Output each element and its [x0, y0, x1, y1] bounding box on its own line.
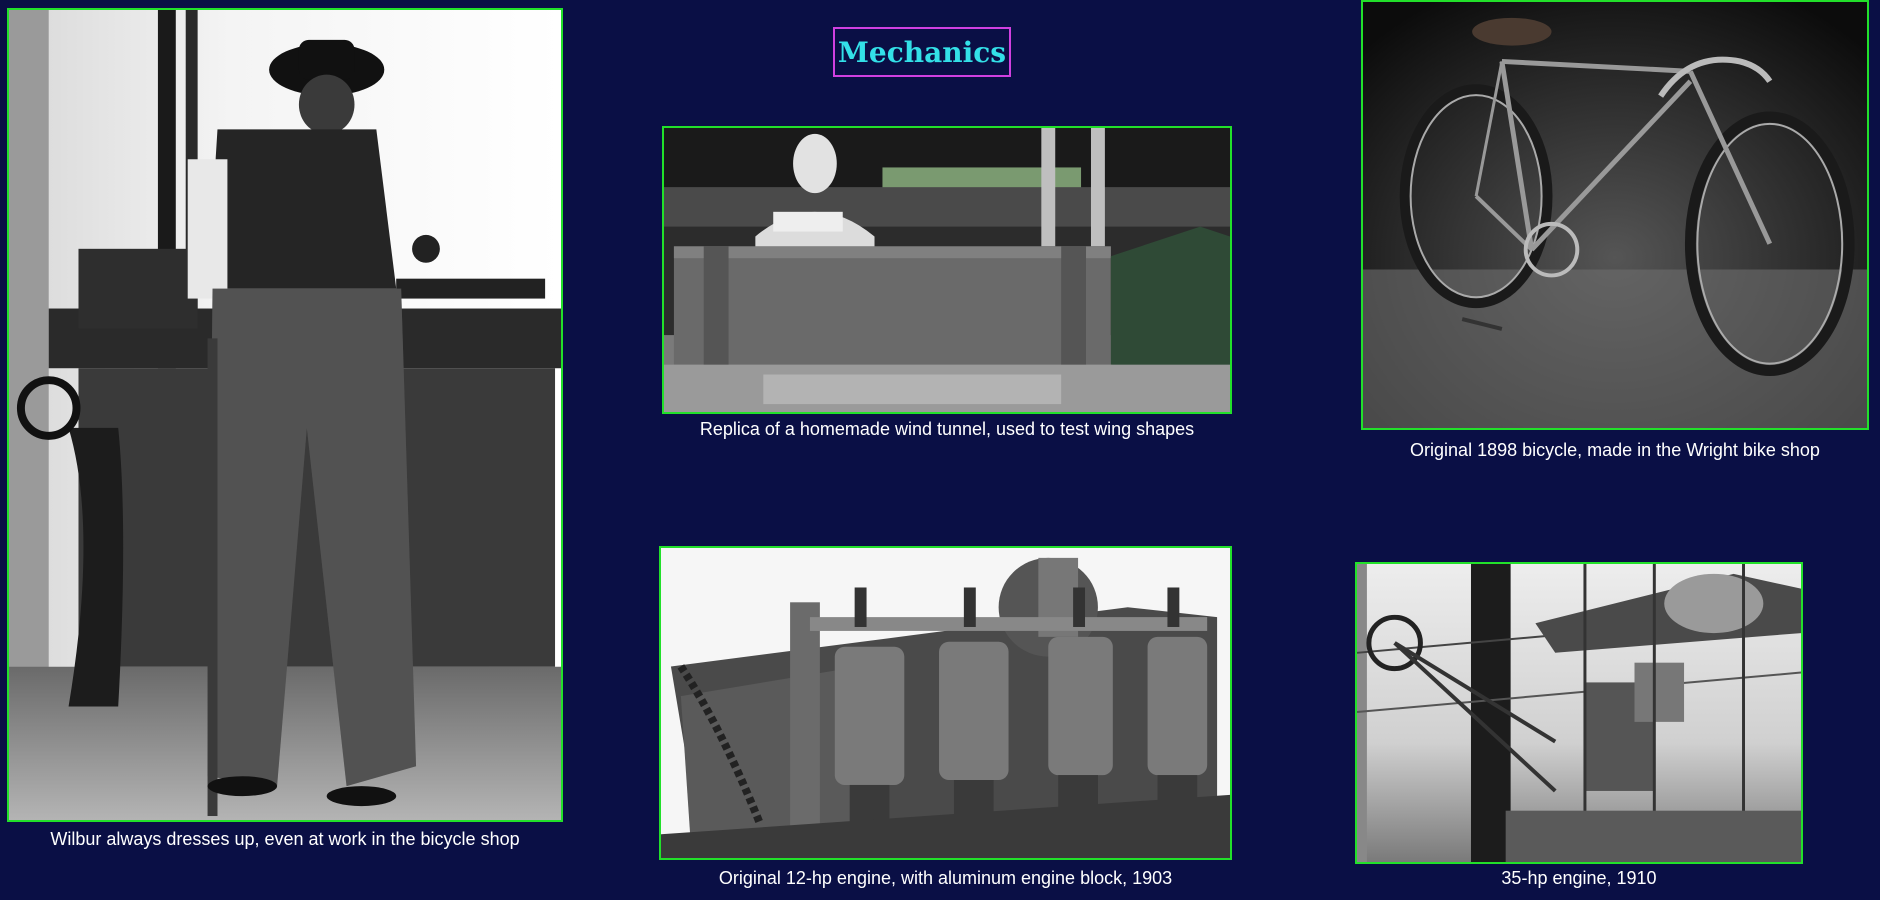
- caption-wilbur-lathe: Wilbur always dresses up, even at work in the bicycle shop: [50, 829, 520, 849]
- caption-wind-tunnel: Replica of a homemade wind tunnel, used to test wing shapes: [699, 419, 1195, 439]
- photo-bicycle: [1361, 0, 1869, 430]
- caption-35hp-engine: 35-hp engine, 1910: [1501, 868, 1657, 888]
- photo-wilbur-lathe: [7, 8, 563, 822]
- photo-wind-tunnel: [662, 126, 1232, 414]
- caption-12hp-engine: Original 12-hp engine, with aluminum engine block, 1903: [718, 868, 1173, 888]
- page-title: Mechanics: [833, 27, 1011, 77]
- photo-12hp-engine: [659, 546, 1232, 860]
- caption-bicycle: Original 1898 bicycle, made in the Wright bike shop: [1410, 440, 1820, 460]
- photo-35hp-engine: [1355, 562, 1803, 864]
